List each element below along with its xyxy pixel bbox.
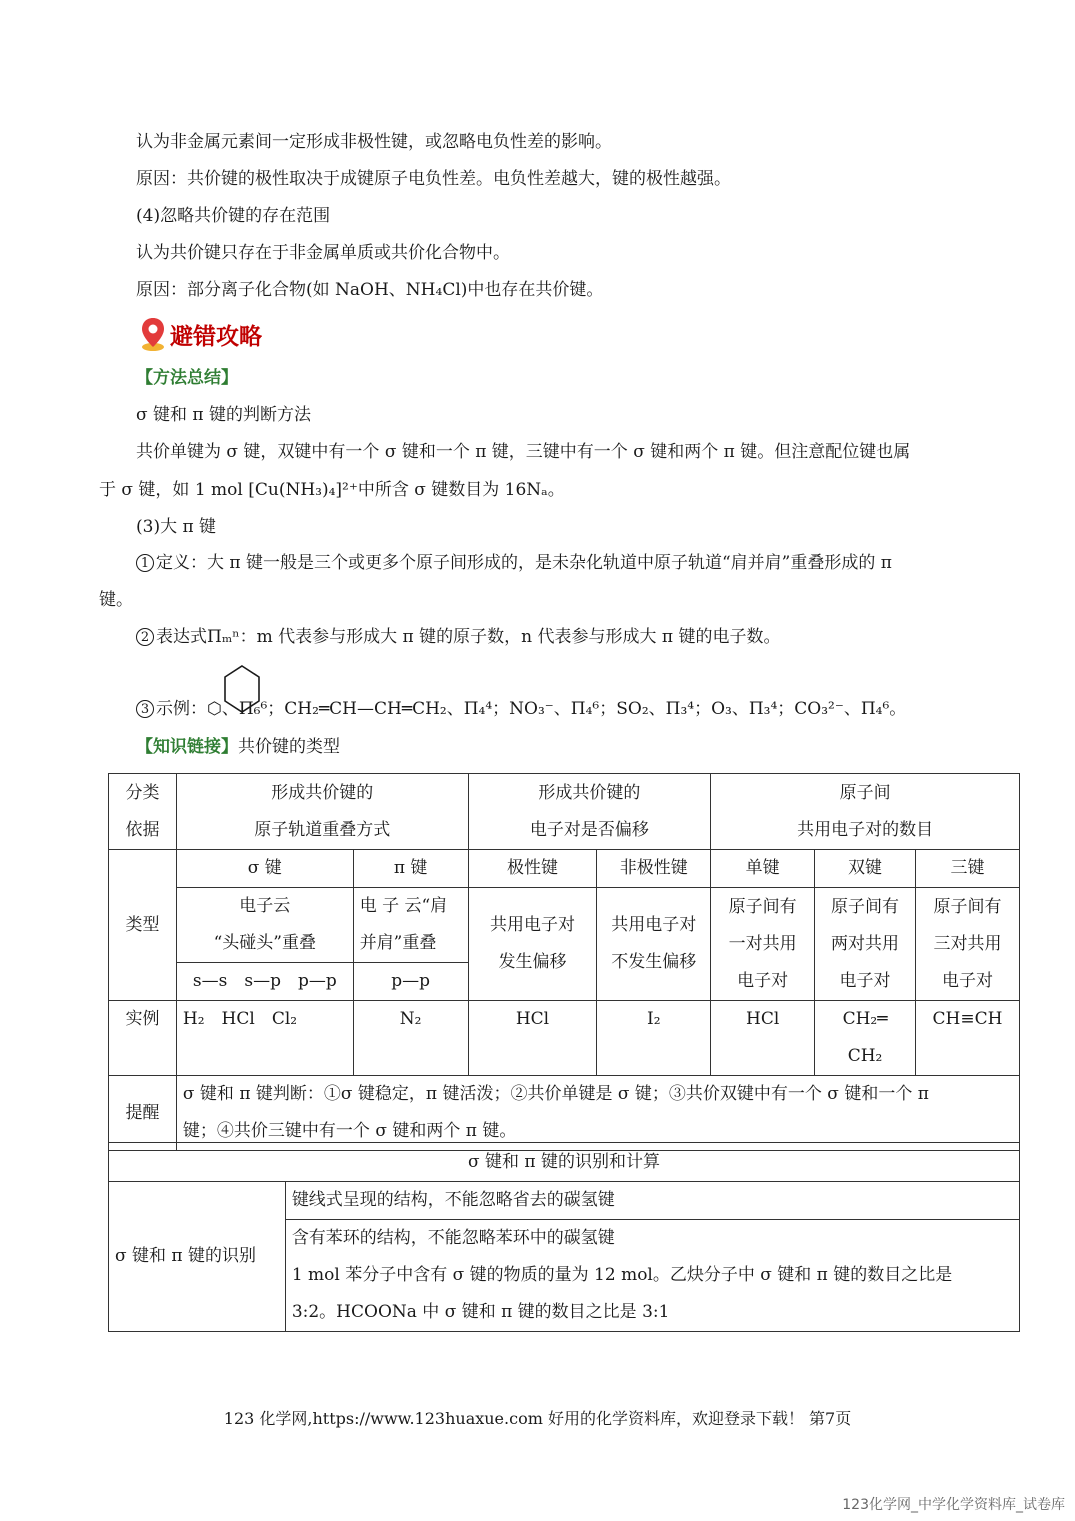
header-basis: 分类 依据 <box>109 774 177 850</box>
ex-sigma: H₂ HCl Cl₂ <box>176 1001 353 1076</box>
single-desc: 原子间有 一对共用 电子对 <box>711 888 815 1001</box>
sigma-cell: σ 键 <box>176 850 353 888</box>
row-example-label: 实例 <box>109 1001 177 1076</box>
text-line: 于 σ 键，如 1 mol [Cu(NH₃)₄]²⁺中所含 σ 键数目为 16Nₐ。 <box>99 480 565 500</box>
identify-rule-1: 键线式呈现的结构，不能忽略省去的碳氢键 <box>285 1182 1019 1220</box>
link-title: 共价键的类型 <box>238 737 340 757</box>
pi-desc: 电 子 云“肩 并肩”重叠 <box>353 888 468 963</box>
text-line: 原因：部分离子化合物(如 NaOH、NH₄Cl)中也存在共价键。 <box>136 280 604 300</box>
page-footer: 123 化学网,https://www.123huaxue.com 好用的化学资料库，欢迎登录下载！ 第7页 <box>223 1409 852 1428</box>
text-line: (4)忽略共价键的存在范围 <box>136 206 331 226</box>
watermark: 123化学网_中学化学资料库_试卷库 <box>842 1497 1065 1513</box>
polar-cell: 极性键 <box>468 850 597 888</box>
header-overlap: 形成共价键的 原子轨道重叠方式 <box>176 774 468 850</box>
sigma-types: s—s s—p p—p <box>176 963 353 1001</box>
example-text: 示例：⬡、Π₆⁶；CH₂═CH—CH═CH₂、Π₄⁴；NO₃⁻、Π₄⁶；SO₂、Π₃⁴；O₃、Π₃⁴；CO₃²⁻、Π₄⁶。 <box>156 699 907 719</box>
double-cell: 双键 <box>815 850 916 888</box>
polar-desc: 共用电子对 发生偏移 <box>468 888 597 1001</box>
text-line: 键。 <box>99 590 133 610</box>
nonpolar-cell: 非极性键 <box>597 850 711 888</box>
identify-left: σ 键和 π 键的识别 <box>109 1182 286 1332</box>
remind-text: σ 键和 π 键判断：①σ 键稳定，π 键活泼；②共价单键是 σ 键；③共价双键中有一个 σ 键和一个 π 键；④共价三键中有一个 σ 键和两个 π 键。 <box>176 1076 1019 1151</box>
pi-cell: π 键 <box>353 850 468 888</box>
identify-rule-2: 含有苯环的结构，不能忽略苯环中的碳氢键 1 mol 苯分子中含有 σ 键的物质的量为 12 mol。乙炔分子中 σ 键和 π 键的数目之比是 3:2。HCOONa 中 σ 键和 π 键的数目之比是 3:1 <box>285 1220 1019 1332</box>
identify-title: σ 键和 π 键的识别和计算 <box>109 1143 1020 1182</box>
header-shift: 形成共价键的 电子对是否偏移 <box>468 774 711 850</box>
text-line: 原因：共价键的极性取决于成键原子电负性差。电负性差越大，键的极性越强。 <box>136 169 731 189</box>
circled-one: 1 <box>136 554 154 572</box>
expression-text: 表达式Πₘⁿ：m 代表参与形成大 π 键的原子数，n 代表参与形成大 π 键的电子数。 <box>156 627 781 647</box>
link-tag: 【知识链接】 <box>136 737 238 757</box>
ex-pi: N₂ <box>353 1001 468 1076</box>
row-type-label: 类型 <box>109 850 177 1001</box>
bond-type-table <box>108 773 1020 1151</box>
ex-triple: CH≡CH <box>916 1001 1020 1076</box>
text-line: 认为非金属元素间一定形成非极性键，或忽略电负性差的影响。 <box>136 132 612 152</box>
ex-single: HCl <box>711 1001 815 1076</box>
triple-desc: 原子间有 三对共用 电子对 <box>916 888 1020 1001</box>
text-line: (3)大 π 键 <box>136 517 217 537</box>
definition-text: 定义：大 π 键一般是三个或更多个原子间形成的，是未杂化轨道中原子轨道“肩并肩”重叠形成的 π <box>156 553 892 573</box>
header-count: 原子间 共用电子对的数目 <box>711 774 1020 850</box>
circled-three: 3 <box>136 700 154 718</box>
text-line: 认为共价键只存在于非金属单质或共价化合物中。 <box>136 243 510 263</box>
location-pin-icon <box>140 316 166 352</box>
single-cell: 单键 <box>711 850 815 888</box>
triple-cell: 三键 <box>916 850 1020 888</box>
circled-two: 2 <box>136 628 154 646</box>
ex-nonpolar: I₂ <box>597 1001 711 1076</box>
pi-types: p—p <box>353 963 468 1001</box>
nonpolar-desc: 共用电子对 不发生偏移 <box>597 888 711 1001</box>
double-desc: 原子间有 两对共用 电子对 <box>815 888 916 1001</box>
ex-double: CH₂═ CH₂ <box>815 1001 916 1076</box>
section-heading <box>140 314 262 354</box>
method-title: σ 键和 π 键的判断方法 <box>136 405 311 425</box>
identify-table <box>108 1142 1020 1332</box>
method-tag: 【方法总结】 <box>136 368 238 388</box>
row-remind-label: 提醒 <box>109 1076 177 1151</box>
heading-text: 避错攻略 <box>170 323 262 350</box>
ex-polar: HCl <box>468 1001 597 1076</box>
benzene-ring-icon <box>222 664 262 716</box>
sigma-desc: 电子云 “头碰头”重叠 <box>176 888 353 963</box>
text-line: 共价单键为 σ 键，双键中有一个 σ 键和一个 π 键，三键中有一个 σ 键和两个 π 键。但注意配位键也属 <box>136 442 911 462</box>
